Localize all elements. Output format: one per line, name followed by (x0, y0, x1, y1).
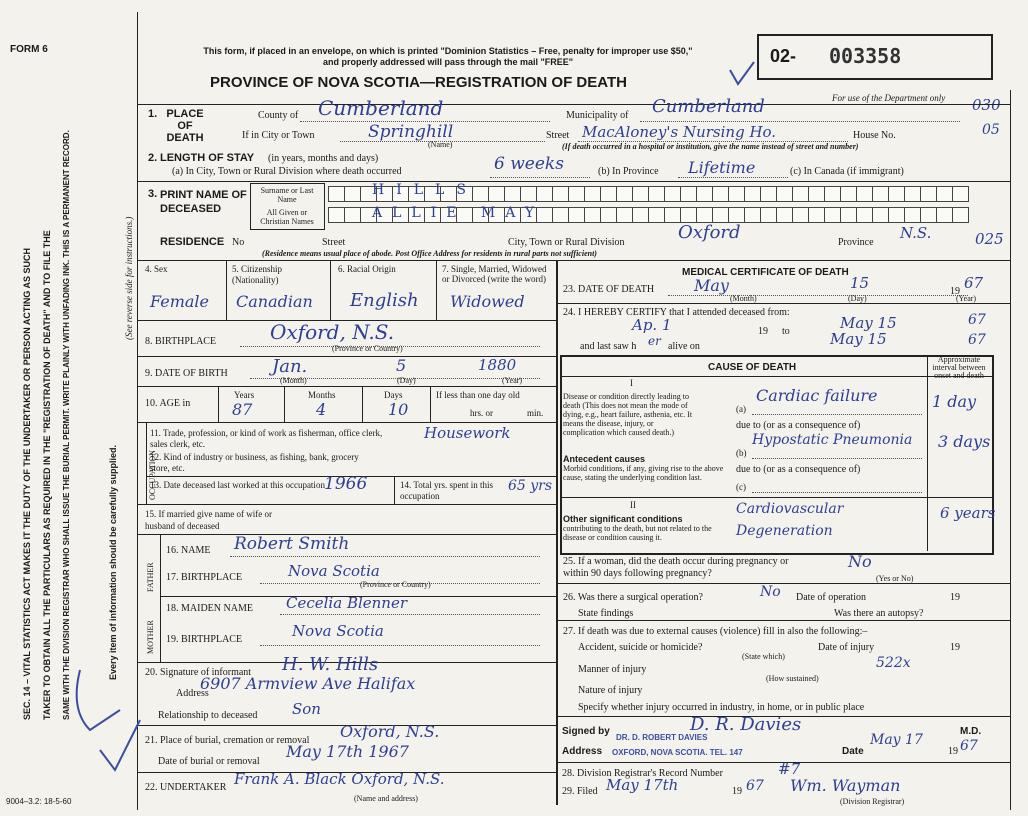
letter-box (696, 207, 713, 223)
relationship-value: Son (292, 700, 321, 718)
letter-box (904, 207, 921, 223)
cause-b-value: Hypostatic Pneumonia (752, 432, 913, 448)
letter-box (792, 186, 809, 202)
disease-direct-label: Disease or condition directly leading to death (This does not mean the mode of dying, e.g., heart failure, asthenia, etc. It means the disease, injury, or complication which caused death.) (563, 392, 693, 437)
burial-date-label: Date of burial or removal (158, 756, 260, 767)
father-birthplace-label: 17. BIRTHPLACE (166, 572, 243, 583)
letter-box (728, 186, 745, 202)
dob-day-value: 5 (396, 356, 407, 375)
age-years-label: Years (234, 390, 255, 400)
attended-from-value: Ap. 1 (632, 316, 672, 334)
department-code-2: 05 (982, 122, 1000, 138)
state-which-hint: (State which) (742, 652, 785, 661)
injury-date-label: Date of injury (818, 642, 875, 653)
length-of-stay-label: LENGTH OF STAY (160, 152, 255, 164)
side-instructions-2: TAKER TO OBTAIN ALL THE PARTICULARS AS REQUIRED IN THE "REGISTRATION OF DEATH" AND TO FILE THE (42, 230, 52, 720)
letter-box (568, 186, 585, 202)
death-year-prefix: 19 (950, 286, 960, 297)
county-value: Cumberland (318, 96, 444, 120)
street-label: Street (546, 130, 570, 141)
sex-value: Female (150, 292, 209, 311)
attended-to-label: to (782, 326, 790, 337)
part-ii-label: II (630, 500, 636, 510)
surname-value: HILLS (372, 182, 478, 198)
form-right-border (1010, 90, 1011, 810)
letter-box (696, 186, 713, 202)
letter-box (856, 186, 873, 202)
residence-city-label: City, Town or Rural Division (508, 237, 625, 248)
letter-box (584, 207, 601, 223)
other-conditions-label: Other significant conditions (563, 514, 683, 524)
last-saw-label: and last saw h (580, 341, 637, 352)
letter-box (520, 186, 537, 202)
q2-number: 2. (148, 152, 158, 164)
less-than-day-label: If less than one day old (436, 390, 520, 400)
letter-box (712, 186, 729, 202)
cause-c-label: (c) (736, 482, 746, 492)
letter-box (328, 186, 345, 202)
letter-box (600, 207, 617, 223)
pregnancy-answer: No (848, 552, 872, 571)
residence-note: (Residence means usual place of abode. Post Office Address for residents in rural parts not sufficient) (262, 249, 597, 258)
header-check-mark (728, 60, 758, 90)
manner-of-injury-label: Manner of injury (578, 664, 647, 675)
letter-box (824, 186, 841, 202)
record-number-value: #7 (778, 760, 801, 778)
letter-box (808, 207, 825, 223)
death-year-hint: (Year) (956, 294, 977, 303)
alive-on-date: May 15 (830, 330, 887, 348)
stay-province-value: Lifetime (688, 158, 756, 177)
letter-box (344, 186, 361, 202)
date-of-death-label: 23. DATE OF DEATH (563, 284, 655, 295)
letter-box (584, 186, 601, 202)
letter-box (936, 207, 953, 223)
letter-box (824, 207, 841, 223)
physician-address-stamp: OXFORD, NOVA SCOTIA. TEL. 147 (612, 748, 743, 757)
letter-box (552, 186, 569, 202)
interval-b-value: 3 days (938, 432, 991, 451)
attendance-certify-label: 24. I HEREBY CERTIFY that I attended deceased from: (563, 307, 790, 318)
last-saw-suffix: er (648, 334, 661, 348)
nature-of-injury-label: Nature of injury (578, 685, 643, 696)
residence-street-label: Street (322, 237, 346, 248)
marital-status-label: 7. Single, Married, Widowed or Divorced (write the word) (442, 264, 547, 284)
stay-city-value: 6 weeks (494, 154, 564, 174)
age-years-value: 87 (232, 400, 253, 419)
letter-box (744, 207, 761, 223)
letter-box (856, 207, 873, 223)
manner-of-injury-value: 522x (876, 655, 911, 671)
burial-place-label: 21. Place of burial, cremation or removal (145, 735, 310, 746)
letter-box (952, 207, 969, 223)
relationship-label: Relationship to deceased (158, 710, 258, 721)
stay-city-label: (a) In City, Town or Rural Division where death occurred (172, 166, 402, 177)
total-years-value: 65 yrs (508, 478, 553, 494)
occupation-side-label: OCCUPATION (148, 450, 157, 500)
filed-year-prefix: 19 (732, 786, 742, 797)
age-label: 10. AGE in (145, 398, 191, 409)
racial-origin-value: English (350, 290, 419, 311)
letter-box (504, 186, 521, 202)
dob-year-hint: (Year) (502, 376, 523, 385)
department-code-1: 030 (972, 96, 1001, 114)
dob-month-hint: (Month) (280, 376, 307, 385)
sign-year-prefix: 19 (948, 746, 958, 757)
margin-ink-marks (60, 650, 150, 780)
length-of-stay-hint: (in years, months and days) (268, 153, 379, 164)
letter-box (552, 207, 569, 223)
letter-box (664, 207, 681, 223)
filed-year-value: 67 (746, 778, 764, 794)
letter-box (568, 207, 585, 223)
registration-prefix: 02- (770, 46, 797, 66)
street-value: MacAloney's Nursing Ho. (582, 123, 777, 141)
letter-box (600, 186, 617, 202)
sign-year-value: 67 (960, 738, 978, 754)
residence-province-value: N.S. (900, 224, 932, 242)
father-name-value: Robert Smith (234, 534, 350, 554)
dob-year-value: 1880 (478, 356, 517, 374)
letter-box (920, 186, 937, 202)
letter-box (952, 186, 969, 202)
letter-box (920, 207, 937, 223)
cause-a-label: (a) (736, 404, 746, 414)
letter-box (648, 186, 665, 202)
informant-address-label: Address (176, 688, 209, 699)
interval-label: Approximate interval between onset and death (932, 355, 986, 380)
mother-maiden-label: 18. MAIDEN NAME (166, 603, 253, 614)
dob-day-hint: (Day) (397, 376, 416, 385)
attended-to-value: May 15 (840, 314, 897, 332)
accident-label: Accident, suicide or homicide? (578, 642, 703, 653)
dob-month-value: Jan. (272, 356, 308, 377)
injury-year-prefix: 19 (950, 642, 960, 653)
letter-box (712, 207, 729, 223)
municipality-label: Municipality of (566, 110, 629, 121)
specify-injury-location: Specify whether injury occurred in industry, in home, or in public place (578, 702, 865, 713)
age-days-value: 10 (388, 400, 409, 419)
father-birthplace-value: Nova Scotia (288, 562, 380, 580)
interval-other-value: 6 years (940, 504, 996, 522)
letter-box (760, 207, 777, 223)
department-use-label: For use of the Department only (832, 93, 946, 103)
letter-box (680, 207, 697, 223)
minutes-label: min. (527, 408, 544, 418)
municipality-value: Cumberland (652, 96, 765, 117)
letter-box (536, 186, 553, 202)
side-instructions-1: SEC. 14 – VITAL STATISTICS ACT MAKES IT THE DUTY OF THE UNDERTAKER OR PERSON ACTING AS SUCH (22, 247, 32, 720)
letter-box (776, 207, 793, 223)
signed-by-label: Signed by (562, 726, 610, 737)
industry-question: 12. Kind of industry or business, as fishing, bank, grocery store, etc. (150, 452, 359, 473)
cause-of-death-title: CAUSE OF DEATH (708, 362, 797, 373)
total-years-question: 14. Total yrs. spent in this occupation (400, 480, 493, 501)
death-month-value: May (694, 276, 729, 295)
given-names-value: ALLIE MAY (372, 205, 545, 221)
age-months-label: Months (308, 390, 336, 400)
last-worked-value: 1966 (324, 474, 368, 494)
death-day-value: 15 (850, 274, 870, 292)
side-instructions-4: Every item of information should be carefully supplied. (108, 444, 118, 680)
letter-box (616, 186, 633, 202)
residence-label: RESIDENCE (160, 236, 225, 248)
form-title: PROVINCE OF NOVA SCOTIA—REGISTRATION OF DEATH (210, 74, 627, 91)
side-instructions-3: SAME WITH THE DIVISION REGISTRAR WHO SHALL ISSUE THE BURIAL PERMIT. WRITE PLAINLY WITH UNFADING INK. THIS IS A PERMANENT RECORD. (62, 130, 71, 720)
part-i-label: I (630, 378, 633, 388)
surgical-answer: No (760, 584, 781, 600)
letter-box (744, 186, 761, 202)
operation-date-label: Date of operation (796, 592, 866, 603)
county-label: County of (258, 110, 299, 121)
letter-box (792, 207, 809, 223)
cause-b-label: (b) (736, 448, 747, 458)
given-names-label: All Given or Christian Names (260, 208, 314, 226)
sign-date-label: Date (842, 746, 864, 757)
interval-a-value: 1 day (932, 392, 977, 411)
birthplace-hint: (Province or Country) (332, 344, 403, 353)
letter-box (488, 186, 505, 202)
physician-address-label: Address (562, 746, 603, 757)
due-to-b: due to (or as a consequence of) (736, 464, 861, 475)
letter-box (872, 207, 889, 223)
alive-on-label: alive on (668, 341, 700, 352)
surgical-question: 26. Was there a surgical operation? (563, 592, 703, 603)
attended-to-year: 67 (968, 312, 986, 328)
how-sustained-hint: (How sustained) (766, 674, 819, 683)
letter-box (680, 186, 697, 202)
spouse-question: 15. If married give name of wife or husband of deceased (145, 509, 272, 531)
letter-box (632, 207, 649, 223)
side-instructions-5: (See reverse side for instructions.) (124, 216, 134, 340)
mailing-notice: This form, if placed in an envelope, on which is printed "Dominion Statistics – Free, penalty for improper use $50," and properly addressed will pass through the mail "FREE" (203, 46, 693, 67)
stay-canada-label: (c) In Canada (if immigrant) (790, 166, 904, 177)
age-days-label: Days (384, 390, 403, 400)
death-month-hint: (Month) (730, 294, 757, 303)
date-of-birth-label: 9. DATE OF BIRTH (145, 368, 228, 379)
md-label: M.D. (960, 726, 982, 737)
city-name-hint: (Name) (428, 140, 453, 149)
mother-birthplace-value: Nova Scotia (292, 622, 384, 640)
mother-birthplace-label: 19. BIRTHPLACE (166, 634, 243, 645)
attended-from-year-prefix: 19 (758, 326, 768, 337)
informant-signature-label: 20. Signature of informant (145, 667, 252, 678)
citizenship-value: Canadian (236, 292, 313, 311)
hours-label: hrs. or (470, 408, 493, 418)
last-worked-question: 13. Date deceased last worked at this occupation (150, 480, 325, 490)
sign-date-value: May 17 (870, 732, 923, 748)
letter-box (776, 186, 793, 202)
father-birthplace-hint: (Province or Country) (360, 580, 431, 589)
informant-address: 6907 Armview Ave Halifax (200, 674, 416, 693)
filed-label: 29. Filed (562, 786, 598, 797)
letter-box (344, 207, 361, 223)
letter-box (664, 186, 681, 202)
letter-box (936, 186, 953, 202)
surname-label: Surname or Last Name (260, 186, 314, 204)
other-conditions-value: Cardiovascular Degeneration (736, 501, 844, 539)
undertaker-label: 22. UNDERTAKER (145, 782, 227, 793)
medical-certificate-title: MEDICAL CERTIFICATE OF DEATH (682, 267, 849, 278)
undertaker-value: Frank A. Black Oxford, N.S. (234, 770, 445, 788)
undertaker-hint: (Name and address) (354, 794, 418, 803)
letter-box (760, 186, 777, 202)
registration-number: 003358 (829, 44, 902, 68)
letter-box (840, 207, 857, 223)
state-findings-label: State findings (578, 608, 634, 619)
city-value: Springhill (368, 122, 454, 142)
sex-label: 4. Sex (145, 264, 168, 274)
print-name-label: PRINT NAME OF DECEASED (160, 189, 247, 215)
cause-a-value: Cardiac failure (756, 386, 878, 405)
letter-box (632, 186, 649, 202)
racial-origin-label: 6. Racial Origin (338, 264, 396, 274)
house-number-label: House No. (853, 130, 896, 141)
letter-box (328, 207, 345, 223)
city-label: If in City or Town (242, 130, 315, 141)
birthplace-label: 8. BIRTHPLACE (145, 336, 217, 347)
trade-value: Housework (424, 424, 511, 442)
pregnancy-yes-no-hint: (Yes or No) (876, 574, 914, 583)
residence-no-label: No (232, 237, 245, 248)
residence-city-value: Oxford (678, 222, 741, 243)
q1-number: 1. (148, 108, 158, 120)
operation-year-prefix: 19 (950, 592, 960, 603)
burial-date-value: May 17th 1967 (286, 742, 409, 761)
autopsy-question: Was there an autopsy? (834, 608, 924, 619)
informant-signature: H. W. Hills (282, 654, 379, 675)
marital-status-value: Widowed (450, 292, 525, 311)
letter-box (808, 186, 825, 202)
death-year-value: 67 (964, 274, 984, 292)
pregnancy-question: 25. If a woman, did the death occur during pregnancy or within 90 days following pregnancy? (563, 556, 789, 579)
father-name-label: 16. NAME (166, 545, 211, 556)
record-number-label: 28. Division Registrar's Record Number (562, 768, 723, 779)
mother-maiden-value: Cecelia Blenner (286, 594, 408, 612)
letter-box (648, 207, 665, 223)
burial-place-value: Oxford, N.S. (340, 722, 440, 741)
other-conditions-hint: contributing to the death, but not related to the disease or condition causing it. (563, 524, 712, 542)
age-months-value: 4 (316, 400, 327, 419)
antecedent-label: Antecedent causes (563, 454, 646, 464)
letter-box (904, 186, 921, 202)
stay-province-label: (b) In Province (598, 166, 659, 177)
due-to-a: due to (or as a consequence of) (736, 420, 861, 431)
last-saw-year: 67 (968, 332, 986, 348)
letter-box (728, 207, 745, 223)
registrar-signature: Wm. Wayman (790, 776, 901, 795)
physician-name-stamp: DR. D. ROBERT DAVIES (616, 733, 708, 742)
antecedent-hint: Morbid conditions, if any, giving rise to the above cause, stating the underlying condition last. (563, 464, 724, 482)
letter-box (616, 207, 633, 223)
trade-question: 11. Trade, profession, or kind of work as fisherman, office clerk, sales clerk, etc. (150, 428, 383, 449)
death-day-hint: (Day) (848, 294, 867, 303)
letter-box (888, 207, 905, 223)
hospital-note: (If death occurred in a hospital or institution, give the name instead of street and number) (562, 142, 859, 151)
form-number: FORM 6 (10, 44, 48, 55)
physician-signature: D. R. Davies (690, 714, 802, 735)
citizenship-label: 5. Citizenship (Nationality) (232, 264, 282, 285)
q3-number: 3. (148, 188, 158, 200)
father-side-label: FATHER (146, 562, 155, 592)
place-of-death-label: PLACE OF DEATH (166, 108, 204, 144)
external-causes-label: 27. If death was due to external causes (violence) fill in also the following:– (563, 626, 868, 637)
letter-box (872, 186, 889, 202)
mother-side-label: MOTHER (146, 620, 155, 654)
letter-box (888, 186, 905, 202)
letter-box (840, 186, 857, 202)
footer-code: 9004–3.2: 18-5-60 (6, 797, 72, 806)
birthplace-value: Oxford, N.S. (270, 320, 395, 344)
registrar-hint: (Division Registrar) (840, 797, 905, 806)
department-code-3: 025 (975, 230, 1004, 248)
filed-date-value: May 17th (606, 776, 679, 794)
residence-province-label: Province (838, 237, 874, 248)
